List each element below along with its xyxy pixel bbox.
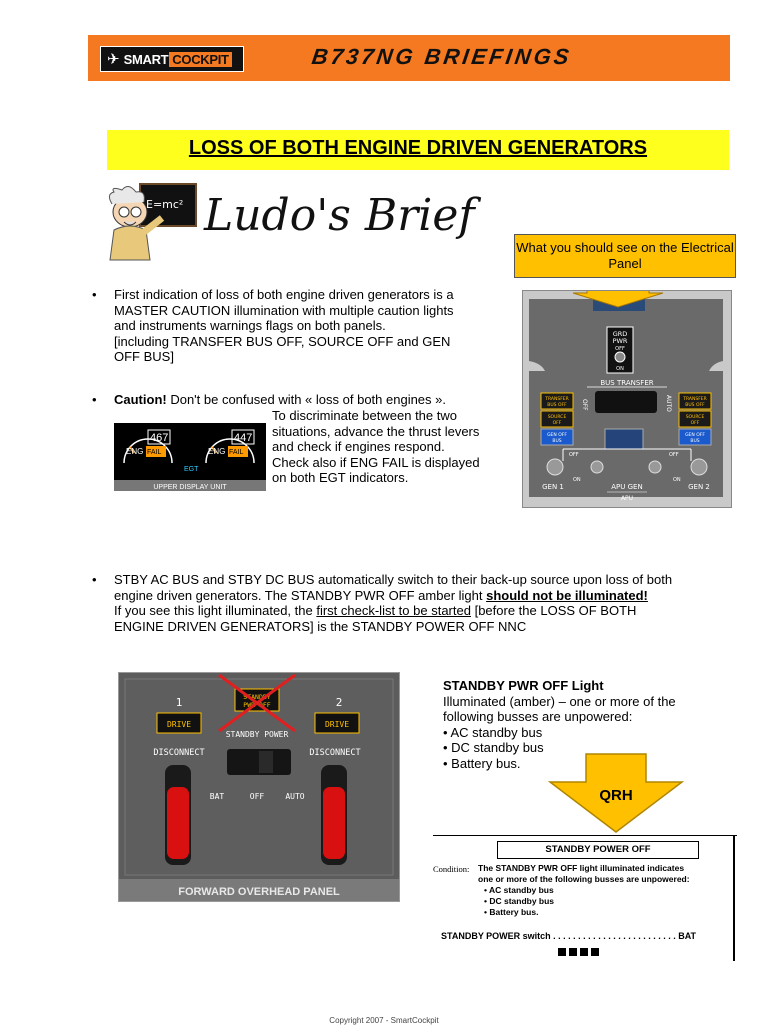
standby-power-label: STANDBY POWER — [225, 730, 289, 739]
end-of-checklist-marks — [558, 948, 599, 956]
upper-display-unit — [114, 423, 266, 491]
grd-pwr-label-1: GRD — [612, 330, 628, 338]
standby-light-item: • Battery bus. — [443, 755, 521, 771]
bullet3-line: ENGINE DRIVEN GENERATORS] is the STANDBY POWER OFF NNC — [114, 618, 527, 634]
bullet2-body — [272, 408, 504, 486]
bullet3-segment: engine driven generators. The STANDBY PWR OFF amber light — [114, 587, 487, 603]
grd-pwr-on: ON — [616, 366, 624, 372]
electrical-panel-callout: What you should see on the Electrical Panel — [514, 234, 736, 278]
eng-label-right: ENG — [208, 447, 226, 456]
gen2-label: GEN 2 — [688, 483, 710, 491]
card-right-rule — [733, 835, 735, 961]
gen-off-bus-left-1: GEN OFF — [547, 433, 567, 438]
grd-pwr-off: OFF — [615, 346, 625, 352]
off-label: OFF — [249, 792, 265, 801]
gen1-off: OFF — [569, 452, 579, 458]
egt-gauges — [114, 423, 266, 491]
bat-label: BAT — [209, 792, 225, 801]
page-title: LOSS OF BOTH ENGINE DRIVEN GENERATORS — [188, 137, 648, 159]
bullet3-line: STBY AC BUS and STBY DC BUS automatically switch to their back-up source upon loss of both — [114, 572, 673, 587]
bullet2-line: situations, advance the thrust levers — [272, 423, 480, 439]
bullet-dot: • — [92, 287, 97, 302]
egt-left-value: 467 — [150, 432, 169, 444]
logo-cockpit-text: COCKPIT — [169, 52, 231, 67]
eng-label-left: ENG — [126, 447, 144, 456]
transfer-bus-off-right-2: BUS OFF — [685, 403, 705, 408]
bullet-dot: • — [92, 392, 97, 407]
source-off-right-1: SOURCE — [685, 415, 705, 420]
bus-transfer-auto: AUTO — [665, 395, 672, 412]
drive-light-1: DRIVE — [166, 720, 192, 729]
electrical-panel-drawing — [523, 291, 731, 507]
bullet3-line — [114, 588, 739, 604]
gen2-on: ON — [673, 477, 681, 483]
bullet2-line: and check if engines respond. — [272, 439, 445, 454]
forward-overhead-caption: FORWARD OVERHEAD PANEL — [178, 886, 340, 898]
egt-label: EGT — [184, 466, 199, 473]
bullet3-segment: [before the LOSS OF BOTH — [470, 603, 637, 618]
apu-gen-label: APU GEN — [611, 483, 643, 491]
condition-text — [478, 863, 690, 918]
logo-smart-text: SMART — [123, 51, 169, 67]
bullet1-line: and instruments warnings flags on both panels. — [114, 318, 386, 333]
fail-label-right: FAIL — [229, 449, 244, 456]
upper-display-caption: UPPER DISPLAY UNIT — [153, 484, 227, 491]
standby-light-line: following busses are unpowered: — [443, 709, 633, 724]
bullet1-line: [including TRANSFER BUS OFF, SOURCE OFF and GEN — [114, 333, 451, 349]
footer-copyright: Copyright 2007 - SmartCockpit — [329, 1016, 439, 1025]
should-not-be-illuminated: should not be illuminated! — [486, 587, 648, 603]
standby-pwr-off-light-1: STANDBY — [243, 693, 271, 701]
auto-label: AUTO — [285, 792, 305, 801]
gen2-off: OFF — [669, 452, 679, 458]
drive-number-1: 1 — [175, 696, 183, 709]
bullet1-line: MASTER CAUTION illumination with multiple caution lights — [114, 302, 454, 318]
electrical-panel-image — [522, 290, 732, 508]
gen-off-bus-right-2: BUS — [690, 439, 700, 444]
drive-light-2: DRIVE — [324, 720, 350, 729]
ludo-signature: Ludo's Brief — [204, 190, 475, 241]
bullet2-line: To discriminate between the two — [272, 408, 457, 423]
qrh-checklist-card — [433, 835, 737, 963]
disconnect-label-2: DISCONNECT — [309, 748, 361, 758]
qrh-label: QRH — [599, 787, 633, 804]
bullet1-line: First indication of loss of both engine driven generators is a — [114, 287, 454, 302]
forward-overhead-panel-image — [118, 672, 400, 902]
card-top-rule — [433, 835, 737, 836]
bullet2-line: on both EGT indicators. — [272, 470, 409, 485]
bullet2-heading — [114, 392, 504, 408]
bullet3-text — [114, 572, 739, 634]
airplane-icon: ✈ — [107, 51, 120, 68]
caution-text: Don't be confused with « loss of both engines ». — [166, 392, 446, 407]
condition-item: • AC standby bus — [484, 885, 554, 895]
gen1-on: ON — [573, 477, 581, 483]
condition-line: The STANDBY PWR OFF light illuminated indicates — [478, 863, 685, 873]
standby-pwr-off-light-2: PWR OFF — [243, 701, 271, 709]
grd-pwr-label-2: PWR — [612, 337, 628, 345]
bullet3-line — [114, 603, 739, 619]
bus-transfer-label: BUS TRANSFER — [600, 379, 654, 387]
egt-right-value: 447 — [234, 432, 253, 444]
bullet2-line: Check also if ENG FAIL is displayed — [272, 454, 480, 470]
bus-transfer-off: OFF — [581, 399, 588, 411]
smartcockpit-logo — [100, 46, 244, 72]
gen1-label: GEN 1 — [542, 483, 564, 491]
qrh-arrow — [546, 752, 686, 834]
drive-number-2: 2 — [335, 696, 343, 709]
bullet1-line: OFF BUS] — [114, 349, 174, 364]
source-off-left-1: SOURCE — [547, 415, 567, 420]
gen-off-bus-left-2: BUS — [552, 439, 562, 444]
first-checklist-underline: first check-list to be started — [316, 603, 471, 618]
condition-item: • Battery bus. — [484, 907, 539, 917]
transfer-bus-off-left-1: TRANSFER — [545, 397, 569, 402]
standby-power-switch-line: STANDBY POWER switch . . . . . . . . . . . . . . . . . . . . . . . . . BAT — [441, 931, 697, 941]
source-off-left-2: OFF — [552, 421, 562, 426]
condition-item: • DC standby bus — [484, 896, 555, 906]
bullet3-segment: If you see this light illuminated, the — [114, 603, 317, 618]
transfer-bus-off-right-1: TRANSFER — [683, 397, 707, 402]
condition-line: one or more of the following busses are unpowered: — [478, 874, 690, 884]
ludo-cartoon — [100, 182, 200, 262]
standby-light-item: • DC standby bus — [443, 740, 544, 755]
fail-label-left: FAIL — [147, 449, 162, 456]
bullet1-text — [114, 287, 504, 365]
gen-off-bus-right-1: GEN OFF — [685, 433, 705, 438]
standby-light-heading: STANDBY PWR OFF Light — [443, 678, 604, 693]
transfer-bus-off-left-2: BUS OFF — [547, 403, 567, 408]
bullet-dot: • — [92, 572, 97, 587]
standby-light-item: • AC standby bus — [443, 724, 543, 740]
source-off-right-2: OFF — [690, 421, 700, 426]
apu-label: APU — [620, 495, 634, 502]
briefings-title: B737NG BRIEFINGS — [310, 44, 574, 69]
condition-label: Condition: — [433, 864, 470, 874]
chalkboard-text: E=mc² — [146, 198, 184, 211]
standby-light-line: Illuminated (amber) – one or more of the — [443, 693, 676, 709]
caution-bold: Caution! — [114, 392, 167, 407]
disconnect-label-1: DISCONNECT — [153, 748, 205, 758]
qrh-card-title: STANDBY POWER OFF — [497, 841, 699, 859]
forward-overhead-drawing — [119, 673, 399, 901]
